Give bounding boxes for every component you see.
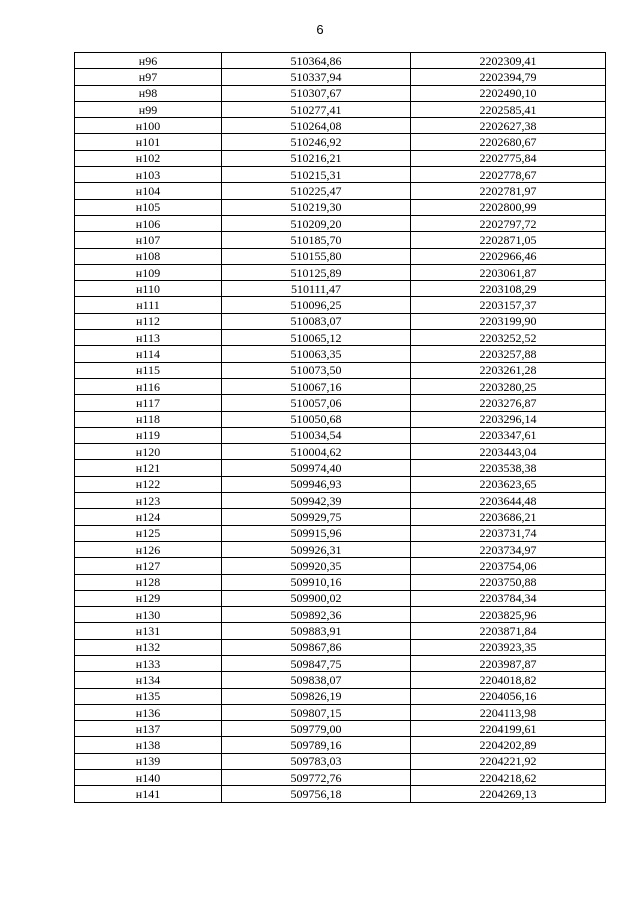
y-coordinate-cell: 2203987,87 [411,655,606,671]
point-name-cell: н115 [75,362,222,378]
table-row [75,183,606,199]
y-coordinate-cell: 2203261,28 [411,362,606,378]
point-name-cell: н130 [75,607,222,623]
x-coordinate-cell: 510277,41 [222,101,411,117]
x-coordinate-cell: 509883,91 [222,623,411,639]
x-coordinate-cell: 509920,35 [222,558,411,574]
x-coordinate-cell: 509838,07 [222,672,411,688]
x-coordinate-cell: 510215,31 [222,167,411,183]
y-coordinate-cell: 2203750,88 [411,574,606,590]
table-row [75,721,606,737]
point-name-cell: н113 [75,330,222,346]
table-row [75,411,606,427]
point-name-cell: н96 [75,53,222,69]
point-name-cell: н140 [75,770,222,786]
point-name-cell: н121 [75,460,222,476]
point-name-cell: н100 [75,118,222,134]
x-coordinate-cell: 510065,12 [222,330,411,346]
y-coordinate-cell: 2202585,41 [411,101,606,117]
point-name-cell: н114 [75,346,222,362]
y-coordinate-cell: 2203538,38 [411,460,606,476]
point-name-cell: н136 [75,704,222,720]
point-name-cell: н106 [75,215,222,231]
point-name-cell: н109 [75,264,222,280]
point-name-cell: н104 [75,183,222,199]
table-row [75,101,606,117]
y-coordinate-cell: 2202680,67 [411,134,606,150]
point-name-cell: н135 [75,688,222,704]
x-coordinate-cell: 510004,62 [222,444,411,460]
x-coordinate-cell: 509942,39 [222,493,411,509]
y-coordinate-cell: 2203280,25 [411,378,606,394]
table-row [75,362,606,378]
point-name-cell: н98 [75,85,222,101]
x-coordinate-cell: 510063,35 [222,346,411,362]
coordinates-table [74,52,606,803]
x-coordinate-cell: 509946,93 [222,476,411,492]
x-coordinate-cell: 509892,36 [222,607,411,623]
y-coordinate-cell: 2203257,88 [411,346,606,362]
x-coordinate-cell: 510337,94 [222,69,411,85]
point-name-cell: н139 [75,753,222,769]
point-name-cell: н107 [75,232,222,248]
y-coordinate-cell: 2202797,72 [411,215,606,231]
point-name-cell: н134 [75,672,222,688]
table-row [75,558,606,574]
point-name-cell: н129 [75,590,222,606]
x-coordinate-cell: 510096,25 [222,297,411,313]
table-row [75,53,606,69]
point-name-cell: н118 [75,411,222,427]
x-coordinate-cell: 509772,76 [222,770,411,786]
x-coordinate-cell: 509783,03 [222,753,411,769]
x-coordinate-cell: 509900,02 [222,590,411,606]
table-row [75,444,606,460]
table-row [75,346,606,362]
y-coordinate-cell: 2202871,05 [411,232,606,248]
y-coordinate-cell: 2202490,10 [411,85,606,101]
table-row [75,607,606,623]
table-row [75,655,606,671]
y-coordinate-cell: 2204056,16 [411,688,606,704]
x-coordinate-cell: 510216,21 [222,150,411,166]
table-row [75,770,606,786]
table-row [75,215,606,231]
y-coordinate-cell: 2203784,34 [411,590,606,606]
y-coordinate-cell: 2203731,74 [411,525,606,541]
x-coordinate-cell: 509929,75 [222,509,411,525]
y-coordinate-cell: 2203199,90 [411,313,606,329]
y-coordinate-cell: 2204199,61 [411,721,606,737]
y-coordinate-cell: 2203061,87 [411,264,606,280]
x-coordinate-cell: 509910,16 [222,574,411,590]
x-coordinate-cell: 509807,15 [222,704,411,720]
x-coordinate-cell: 510034,54 [222,427,411,443]
table-row [75,623,606,639]
x-coordinate-cell: 509779,00 [222,721,411,737]
table-row [75,167,606,183]
point-name-cell: н108 [75,248,222,264]
table-row [75,672,606,688]
y-coordinate-cell: 2203825,96 [411,607,606,623]
y-coordinate-cell: 2203686,21 [411,509,606,525]
point-name-cell: н111 [75,297,222,313]
page-number: 6 [316,22,324,37]
y-coordinate-cell: 2203754,06 [411,558,606,574]
table-row [75,525,606,541]
point-name-cell: н112 [75,313,222,329]
point-name-cell: н125 [75,525,222,541]
y-coordinate-cell: 2202781,97 [411,183,606,199]
point-name-cell: н123 [75,493,222,509]
y-coordinate-cell: 2203443,04 [411,444,606,460]
x-coordinate-cell: 509756,18 [222,786,411,802]
table-row [75,737,606,753]
table-row [75,590,606,606]
table-row [75,688,606,704]
table-row [75,639,606,655]
point-name-cell: н126 [75,541,222,557]
y-coordinate-cell: 2202394,79 [411,69,606,85]
x-coordinate-cell: 509847,75 [222,655,411,671]
point-name-cell: н102 [75,150,222,166]
point-name-cell: н124 [75,509,222,525]
point-name-cell: н105 [75,199,222,215]
y-coordinate-cell: 2203347,61 [411,427,606,443]
point-name-cell: н99 [75,101,222,117]
y-coordinate-cell: 2203108,29 [411,281,606,297]
point-name-cell: н110 [75,281,222,297]
table-row [75,786,606,802]
table-row [75,264,606,280]
coordinates-table-body [75,53,606,803]
x-coordinate-cell: 510219,30 [222,199,411,215]
y-coordinate-cell: 2203923,35 [411,639,606,655]
table-row [75,150,606,166]
x-coordinate-cell: 510073,50 [222,362,411,378]
x-coordinate-cell: 510209,20 [222,215,411,231]
x-coordinate-cell: 510067,16 [222,378,411,394]
table-row [75,493,606,509]
table-row [75,248,606,264]
x-coordinate-cell: 509926,31 [222,541,411,557]
x-coordinate-cell: 510050,68 [222,411,411,427]
y-coordinate-cell: 2204018,82 [411,672,606,688]
x-coordinate-cell: 510185,70 [222,232,411,248]
point-name-cell: н137 [75,721,222,737]
point-name-cell: н116 [75,378,222,394]
y-coordinate-cell: 2202800,99 [411,199,606,215]
table-row [75,297,606,313]
point-name-cell: н132 [75,639,222,655]
table-row [75,753,606,769]
table-row [75,330,606,346]
x-coordinate-cell: 510057,06 [222,395,411,411]
y-coordinate-cell: 2202778,67 [411,167,606,183]
y-coordinate-cell: 2203623,65 [411,476,606,492]
y-coordinate-cell: 2203157,37 [411,297,606,313]
table-row [75,704,606,720]
table-row [75,118,606,134]
y-coordinate-cell: 2203734,97 [411,541,606,557]
y-coordinate-cell: 2203296,14 [411,411,606,427]
x-coordinate-cell: 509867,86 [222,639,411,655]
point-name-cell: н120 [75,444,222,460]
table-row [75,281,606,297]
y-coordinate-cell: 2204218,62 [411,770,606,786]
y-coordinate-cell: 2202309,41 [411,53,606,69]
y-coordinate-cell: 2203871,84 [411,623,606,639]
table-row [75,460,606,476]
table-row [75,574,606,590]
x-coordinate-cell: 509826,19 [222,688,411,704]
x-coordinate-cell: 510083,07 [222,313,411,329]
table-row [75,378,606,394]
point-name-cell: н141 [75,786,222,802]
table-row [75,509,606,525]
y-coordinate-cell: 2204221,92 [411,753,606,769]
x-coordinate-cell: 510111,47 [222,281,411,297]
y-coordinate-cell: 2203644,48 [411,493,606,509]
y-coordinate-cell: 2202966,46 [411,248,606,264]
point-name-cell: н122 [75,476,222,492]
table-row [75,69,606,85]
point-name-cell: н127 [75,558,222,574]
point-name-cell: н97 [75,69,222,85]
point-name-cell: н119 [75,427,222,443]
x-coordinate-cell: 510155,80 [222,248,411,264]
point-name-cell: н101 [75,134,222,150]
point-name-cell: н117 [75,395,222,411]
x-coordinate-cell: 509974,40 [222,460,411,476]
y-coordinate-cell: 2204113,98 [411,704,606,720]
point-name-cell: н131 [75,623,222,639]
x-coordinate-cell: 510307,67 [222,85,411,101]
x-coordinate-cell: 509915,96 [222,525,411,541]
y-coordinate-cell: 2202627,38 [411,118,606,134]
table-row [75,476,606,492]
table-row [75,134,606,150]
y-coordinate-cell: 2204269,13 [411,786,606,802]
table-row [75,313,606,329]
table-row [75,541,606,557]
point-name-cell: н128 [75,574,222,590]
y-coordinate-cell: 2202775,84 [411,150,606,166]
x-coordinate-cell: 510246,92 [222,134,411,150]
point-name-cell: н133 [75,655,222,671]
point-name-cell: н138 [75,737,222,753]
table-row [75,85,606,101]
table-row [75,199,606,215]
table-row [75,395,606,411]
table-row [75,427,606,443]
x-coordinate-cell: 510264,08 [222,118,411,134]
y-coordinate-cell: 2203252,52 [411,330,606,346]
x-coordinate-cell: 510125,89 [222,264,411,280]
point-name-cell: н103 [75,167,222,183]
y-coordinate-cell: 2204202,89 [411,737,606,753]
x-coordinate-cell: 509789,16 [222,737,411,753]
x-coordinate-cell: 510225,47 [222,183,411,199]
table-row [75,232,606,248]
y-coordinate-cell: 2203276,87 [411,395,606,411]
x-coordinate-cell: 510364,86 [222,53,411,69]
